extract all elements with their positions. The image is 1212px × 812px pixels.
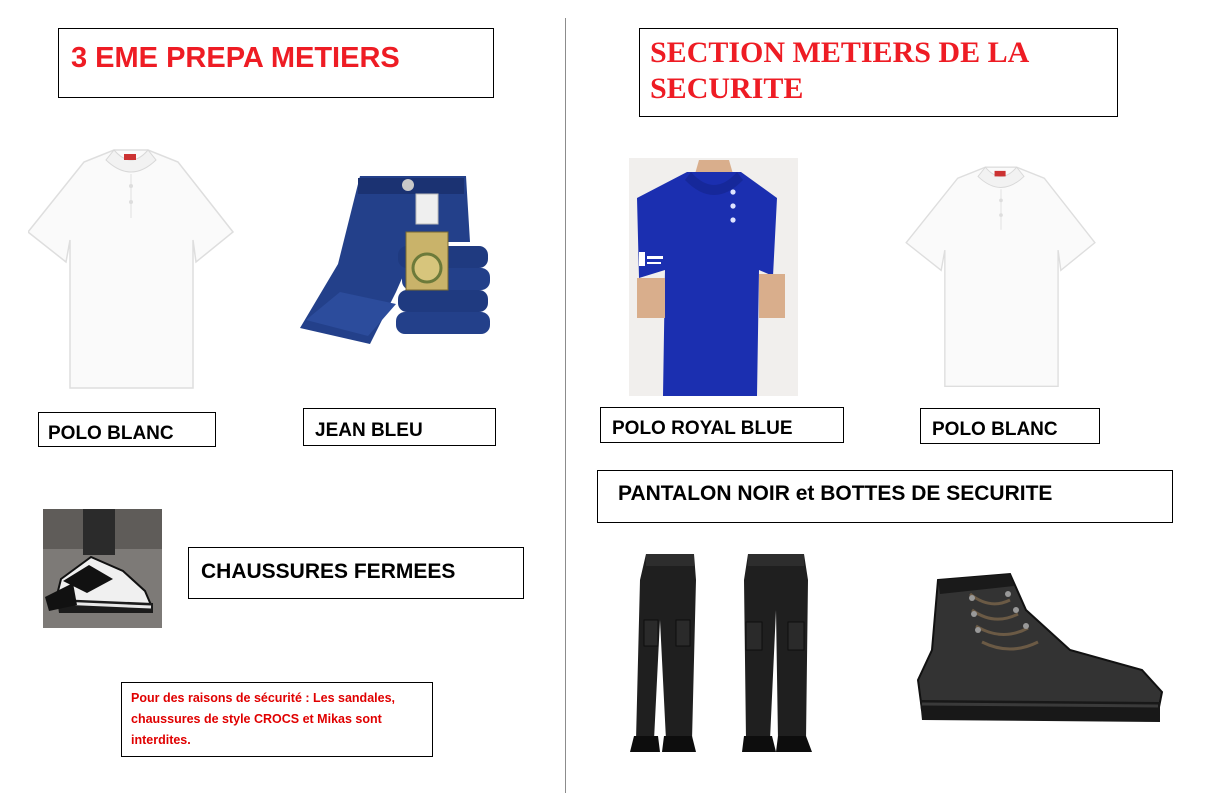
polo-royal-blue-label-box	[600, 407, 844, 443]
jean-bleu-label-box	[303, 408, 496, 446]
chaussures-fermees-label: CHAUSSURES FERMEES	[201, 560, 456, 583]
right-section-title-line-1: SECTION METIERS DE LA	[650, 36, 1030, 69]
blue-jean-image	[298, 172, 496, 344]
section-divider	[565, 18, 566, 793]
chaussures-fermees-label-box	[188, 547, 524, 599]
black-pants-image	[630, 550, 820, 755]
polo-royal-blue-label: POLO ROYAL BLUE	[612, 418, 793, 439]
safety-warning-box	[121, 682, 433, 757]
safety-boot-image	[910, 570, 1168, 728]
royal-blue-polo-image	[629, 158, 798, 396]
jean-bleu-label: JEAN BLEU	[315, 420, 423, 441]
polo-blanc-label-box	[38, 412, 216, 447]
pantalon-bottes-label: PANTALON NOIR et BOTTES DE SECURITE	[618, 482, 1053, 505]
polo-blanc-label: POLO BLANC	[48, 423, 174, 444]
safety-warning-text: Pour des raisons de sécurité : Les sandales, chaussures de style CROCS et Mikas sont interdites.	[131, 691, 395, 747]
polo-blanc-right-label-box	[920, 408, 1100, 444]
right-section-title-line-2: SECURITE	[650, 72, 804, 105]
white-polo-image	[28, 140, 234, 392]
left-section-title: 3 EME PREPA METIERS	[71, 42, 400, 74]
pantalon-bottes-label-box	[597, 470, 1173, 523]
polo-blanc-right-label: POLO BLANC	[932, 419, 1058, 440]
white-polo-right-image	[901, 158, 1101, 390]
sneakers-image	[43, 509, 162, 628]
left-section-title-box	[58, 28, 494, 98]
right-section-title-box	[639, 28, 1118, 117]
